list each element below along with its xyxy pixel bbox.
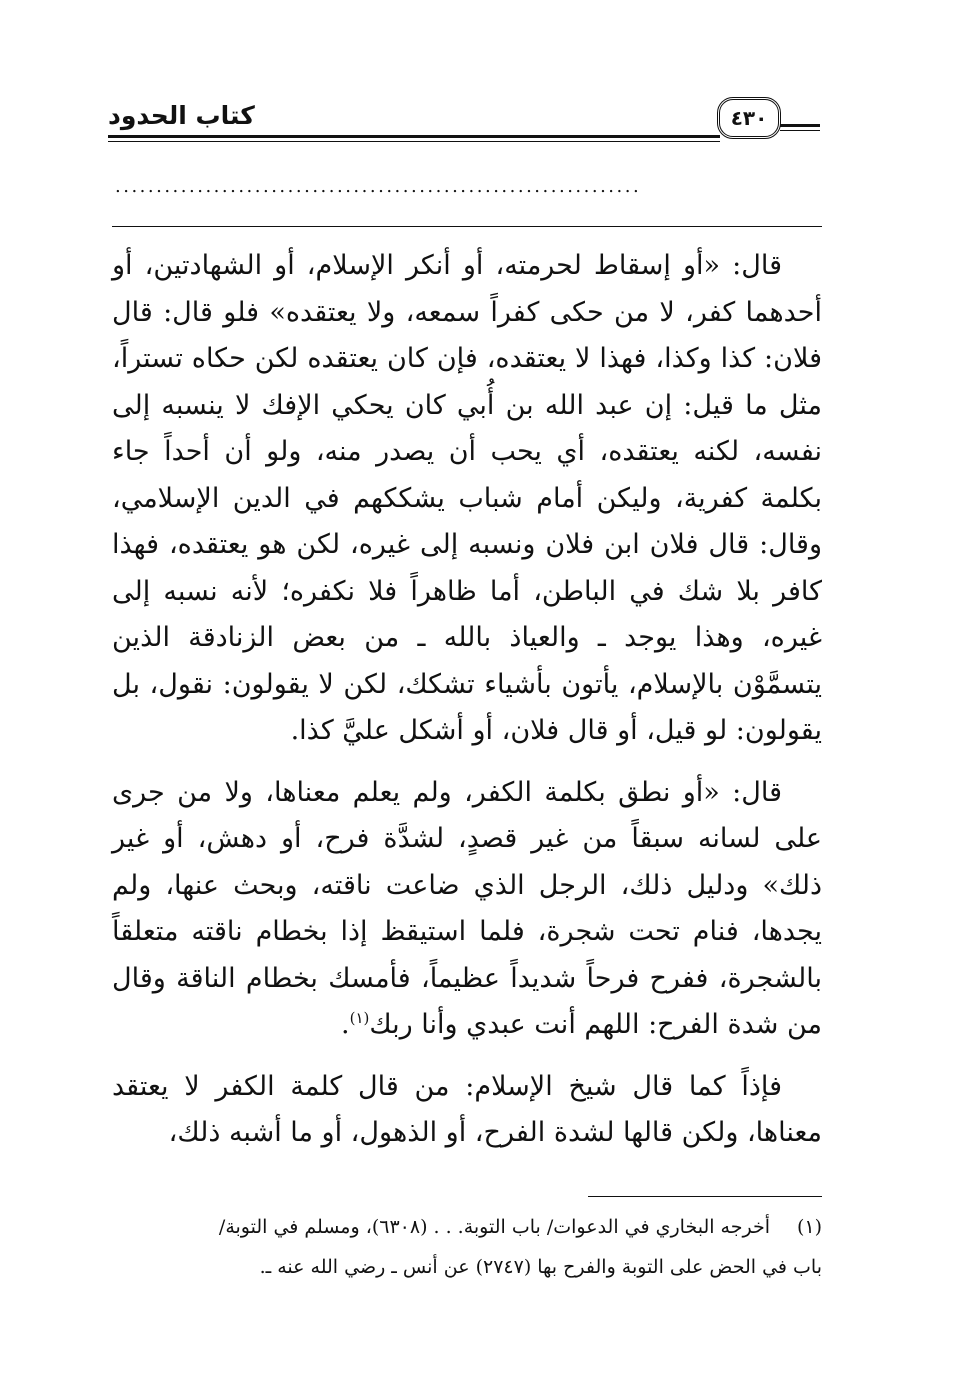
running-header-title: كتاب الحدود xyxy=(108,101,255,130)
dotted-separator: ................................................................ xyxy=(115,176,642,197)
footnotes xyxy=(112,1207,822,1287)
header-rule-thin xyxy=(108,141,720,142)
paragraph-text: قال: «أو إسقاط لحرمته، أو أنكر الإسلام، أو الشهادتين، أو أحدهما كفر، لا من حكى كفراً سمعه، ولا يعتقده» فلو قال: قال فلان: كذا وكذا، فهذا لا يعتقده، فإن كان يعتقده لكن حكاه تستراً، مثل ما قيل: إن عبد الله بن أُبي كان يحكي الإفك لا ينسبه إلى نفسه، لكنه يعتقده، أي يحب أن يصدر منه، ولو أن أحداً جاء بكلمة كفرية، وليكن أمام شباب يشككهم في الدين الإسلامي، وقال: قال فلان ابن فلان ونسبه إلى غيره، لكن هو يعتقده، فهذا كافر بلا شك في الباطن، أما ظاهراً فلا نكفره؛ لأنه نسبه إلى غيره، وهذا يوجد ـ والعياذ بالله ـ من بعض الزنادقة الذين يتسمَّوْن بالإسلام، يأتون بأشياء تشكك، لكن لا يقولون: نقول، بل يقولون: لو قيل، أو قال فلان، أو أشكل عليَّ كذا. xyxy=(112,250,822,746)
header-rule-right-thick xyxy=(780,124,820,127)
header-rule-right-thin xyxy=(780,130,820,131)
footnote-line xyxy=(112,1207,822,1247)
main-text xyxy=(112,243,822,1157)
footnote-text: باب في الحض على التوبة والفرح بها (٢٧٤٧) عن أنس ـ رضي الله عنه ـ. xyxy=(259,1256,822,1278)
footnote-text: أخرجه البخاري في الدعوات/ باب التوبة. . . (٦٣٠٨)، ومسلم في التوبة/ xyxy=(218,1216,770,1238)
footnote-line xyxy=(112,1247,822,1287)
paragraph-text: فإذاً كما قال شيخ الإسلام: من قال كلمة الكفر لا يعتقد معناها، ولكن قالها لشدة الفرح، أو الذهول، أو ما أشبه ذلك، xyxy=(112,1070,822,1148)
footnote-reference[interactable]: (١) xyxy=(349,1009,370,1027)
header-rule-thick xyxy=(108,135,720,138)
paragraph xyxy=(112,1064,822,1157)
footnote-number: (١) xyxy=(796,1216,822,1238)
page-number: ٤٣٠ xyxy=(717,97,781,139)
paragraph xyxy=(112,770,822,1049)
paragraph xyxy=(112,243,822,755)
paragraph-end-mark: . xyxy=(341,1009,350,1040)
paragraph-text: قال: «أو نطق بكلمة الكفر، ولم يعلم معناها، ولا من جرى على لسانه سبقاً من غير قصدٍ، لشدَّة فرح، أو دهش، أو غير ذلك» ودليل ذلك، الرجل الذي ضاعت ناقته، وبحث عنها، ولم يجدها، فنام تحت شجرة، فلما استيقظ إذا بخطام ناقته متعلقاً بالشجرة، ففرح فرحاً شديداً عظيماً، فأمسك بخطام الناقة وقال من شدة الفرح: اللهم أنت عبدي وأنا ربك xyxy=(112,776,822,1040)
footnote-separator xyxy=(588,1196,822,1197)
section-rule xyxy=(112,226,822,227)
